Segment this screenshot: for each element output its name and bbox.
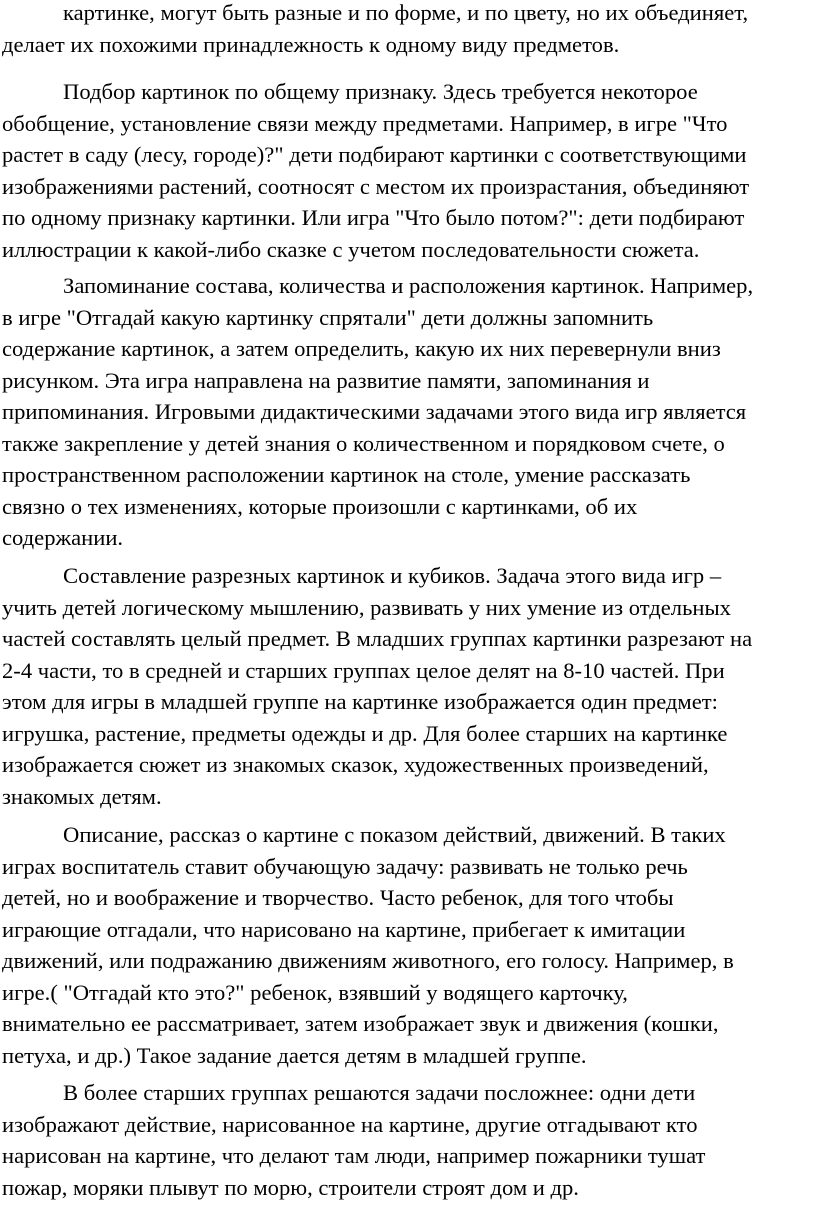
- text-line: движений, или подражанию движениям животного, его голосу. Например, в: [2, 948, 734, 973]
- text-line: содержание картинок, а затем определить, какую их них перевернули вниз: [2, 336, 721, 361]
- text-line: припоминания. Игровыми дидактическими задачами этого вида игр является: [2, 399, 747, 424]
- paragraph-cut-pictures: [2, 560, 814, 812]
- text-line: играющие отгадали, что нарисовано на картине, прибегает к имитации: [2, 916, 686, 942]
- text-line: изображается сюжет из знакомых сказок, художественных произведений,: [2, 752, 709, 777]
- text-line: по одному признаку картинки. Или игра "Что было потом?": дети подбирают: [2, 205, 745, 230]
- text-line: внимательно ее рассматривает, затем изображает звук и движения (кошки,: [2, 1011, 719, 1036]
- paragraph-memorization: [2, 270, 814, 554]
- text-line: В более старших группах решаются задачи посложнее: одни дети: [63, 1080, 696, 1105]
- text-line: этом для игры в младшей группе на картинке изображается один предмет:: [2, 689, 718, 714]
- text-line: 2-4 части, то в средней и старших группах целое делят на 8-10 частей. При: [2, 657, 725, 683]
- text-line: игре.( "Отгадай кто это?" ребенок, взявший у водящего карточку,: [2, 979, 628, 1005]
- text-line: иллюстрации к какой-либо сказке с учетом последовательности сюжета.: [2, 236, 700, 262]
- paragraph-picture-selection: [2, 76, 814, 265]
- text-line: знакомых детям.: [2, 783, 162, 809]
- text-line: пожар, моряки плывут по морю, строители строят дом и др.: [2, 1174, 579, 1200]
- text-line: игрушка, растение, предметы одежды и др. Для более старших на картинке: [2, 720, 728, 746]
- paragraph-continuation: [2, 0, 814, 60]
- text-line: делает их похожими принадлежность к одному виду предметов.: [2, 31, 620, 57]
- text-line: пространственном расположении картинок на столе, умение рассказать: [2, 462, 691, 487]
- text-line: связно о тех изменениях, которые произошли с картинками, об их: [2, 493, 638, 519]
- text-line: картинке, могут быть разные и по форме, и по цвету, но их объединяет,: [63, 0, 749, 25]
- text-line: Запоминание состава, количества и расположения картинок. Например,: [63, 273, 754, 298]
- text-line: растет в саду (лесу, городе)?" дети подбирают картинки с соответствующими: [2, 142, 747, 167]
- text-line: петуха, и др.) Такое задание дается детям в младшей группе.: [2, 1042, 587, 1068]
- text-line: учить детей логическому мышлению, развивать у них умение из отдельных: [2, 594, 731, 620]
- text-line: также закрепление у детей знания о количественном и порядковом счете, о: [2, 430, 725, 456]
- text-line: Подбор картинок по общему признаку. Здесь требуется некоторое: [63, 79, 698, 104]
- paragraph-older-groups: [2, 1077, 814, 1203]
- text-line: изображают действие, нарисованное на картине, другие отгадывают кто: [2, 1111, 698, 1137]
- text-line: играх воспитатель ставит обучающую задачу: развивать не только речь: [2, 853, 688, 879]
- text-line: Описание, рассказ о картине с показом действий, движений. В таких: [63, 822, 726, 847]
- text-line: Составление разрезных картинок и кубиков. Задача этого вида игр –: [63, 563, 722, 588]
- text-line: изображениями растений, соотносят с местом их произрастания, объединяют: [2, 173, 750, 199]
- text-line: обобщение, установление связи между предметами. Например, в игре "Что: [2, 110, 728, 136]
- paragraph-description: [2, 819, 814, 1071]
- text-line: частей составлять целый предмет. В младших группах картинки разрезают на: [2, 626, 753, 651]
- text-line: рисунком. Эта игра направлена на развитие памяти, запоминания и: [2, 367, 650, 393]
- text-line: детей, но и воображение и творчество. Часто ребенок, для того чтобы: [2, 885, 674, 910]
- text-line: нарисован на картине, что делают там люди, например пожарники тушат: [2, 1143, 706, 1168]
- text-line: в игре "Отгадай какую картинку спрятали" дети должны запомнить: [2, 304, 654, 330]
- text-line: содержании.: [2, 525, 124, 550]
